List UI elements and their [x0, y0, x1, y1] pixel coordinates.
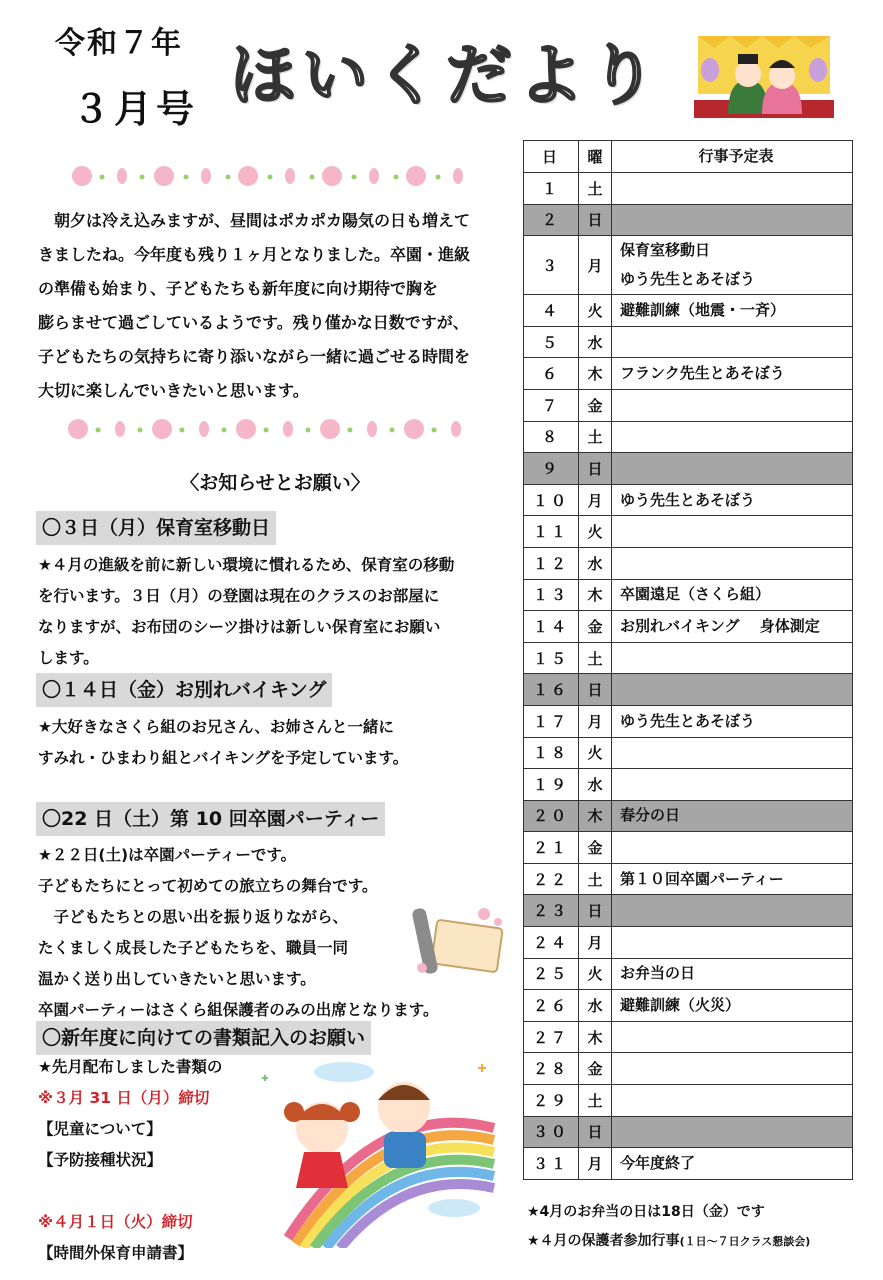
cell-event: 卒園遠足（さくら組）	[612, 579, 853, 611]
cell-weekday: 木	[579, 1021, 612, 1053]
cell-event	[612, 895, 853, 927]
table-row	[524, 516, 853, 548]
sakura-divider-top	[62, 163, 482, 189]
cell-day: ２７	[524, 1021, 579, 1053]
cell-day: １４	[524, 611, 579, 643]
cell-event	[612, 453, 853, 485]
cell-day: １６	[524, 674, 579, 706]
cell-day: １９	[524, 769, 579, 801]
cell-event	[612, 927, 853, 959]
cell-event: お別れバイキング 身体測定	[612, 611, 853, 643]
table-row	[524, 1116, 853, 1148]
cell-day: ５	[524, 326, 579, 358]
table-row	[524, 863, 853, 895]
cell-event: ゆう先生とあそぼう	[612, 484, 853, 516]
cell-day: ２１	[524, 832, 579, 864]
body-line: たくましく成長した子どもたちを、職員一同	[38, 939, 349, 957]
cell-weekday: 土	[579, 1085, 612, 1117]
table-row	[524, 1148, 853, 1180]
cell-weekday: 水	[579, 326, 612, 358]
table-row	[524, 484, 853, 516]
cell-weekday: 土	[579, 863, 612, 895]
cell-day: ８	[524, 421, 579, 453]
cell-day: ３１	[524, 1148, 579, 1180]
document-item: 【時間外保育申請書】	[38, 1244, 194, 1262]
schedule-header-row	[524, 141, 853, 173]
cell-weekday: 木	[579, 800, 612, 832]
cell-event: 避難訓練（地震・一斉）	[612, 295, 853, 327]
table-row	[524, 173, 853, 205]
document-item: 【児童について】	[38, 1120, 162, 1138]
event-line: 保育室移動日	[620, 241, 711, 260]
intro-line: 大切に楽しんでいきたいと思います。	[38, 381, 309, 400]
cell-event	[612, 389, 853, 421]
intro-line: の準備も始まり、子どもたちも新年度に向け期待で胸を	[38, 279, 439, 298]
cell-weekday: 日	[579, 1116, 612, 1148]
header-events: 行事予定表	[612, 141, 853, 173]
children-rainbow-illustration	[258, 1058, 498, 1248]
cell-weekday: 月	[579, 705, 612, 737]
cell-weekday: 火	[579, 958, 612, 990]
sakura-divider-bottom	[62, 416, 482, 442]
intro-paragraph	[38, 204, 508, 408]
table-row	[524, 958, 853, 990]
cell-weekday: 日	[579, 674, 612, 706]
cell-event: フランク先生とあそぼう	[612, 358, 853, 390]
event-line: ゆう先生とあそぼう	[620, 270, 756, 289]
cell-weekday: 月	[579, 484, 612, 516]
cell-day: ２４	[524, 927, 579, 959]
section-heading-graduation-party: 〇22 日（土）第 10 回卒園パーティー	[36, 802, 385, 836]
deadline-march-31: ※３月 31 日（月）締切	[38, 1089, 210, 1107]
cell-event	[612, 547, 853, 579]
table-row	[524, 927, 853, 959]
cell-event	[612, 1053, 853, 1085]
body-line: ★先月配布しました書類の	[38, 1058, 223, 1076]
table-row	[524, 769, 853, 801]
cell-weekday: 水	[579, 769, 612, 801]
cell-day: ３０	[524, 1116, 579, 1148]
cell-event: 春分の日	[612, 800, 853, 832]
cell-event	[612, 516, 853, 548]
cell-weekday: 月	[579, 1148, 612, 1180]
table-row	[524, 737, 853, 769]
cell-event	[612, 326, 853, 358]
cell-day: ６	[524, 358, 579, 390]
schedule-table	[523, 140, 853, 1180]
document-item: 【予防接種状況】	[38, 1151, 163, 1169]
cell-weekday: 土	[579, 173, 612, 205]
section-heading-room-move: 〇３日（月）保育室移動日	[36, 511, 276, 545]
era-label: 令和７年	[55, 26, 183, 61]
table-row	[524, 895, 853, 927]
cell-day: ４	[524, 295, 579, 327]
cell-day: ２２	[524, 863, 579, 895]
table-row	[524, 800, 853, 832]
intro-line: きましたね。今年度も残り１ヶ月となりました。卒園・進級	[38, 245, 471, 264]
cell-event	[612, 1085, 853, 1117]
hina-dolls-icon	[694, 34, 834, 120]
table-row	[524, 421, 853, 453]
cell-weekday: 水	[579, 990, 612, 1022]
cell-day: １７	[524, 705, 579, 737]
cell-day: １０	[524, 484, 579, 516]
table-row	[524, 832, 853, 864]
cell-day: ７	[524, 389, 579, 421]
body-line: ★大好きなさくら組のお兄さん、お姉さんと一緒に	[38, 718, 394, 736]
cell-weekday: 火	[579, 737, 612, 769]
section-heading-buffet: 〇１４日（金）お別れバイキング	[36, 673, 332, 707]
cell-weekday: 水	[579, 547, 612, 579]
cell-day: ２５	[524, 958, 579, 990]
cell-weekday: 金	[579, 1053, 612, 1085]
cell-event	[612, 642, 853, 674]
cell-day: １	[524, 173, 579, 205]
cell-event	[612, 1116, 853, 1148]
cell-day: ２	[524, 204, 579, 236]
body-line: ★４月の進級を前に新しい環境に慣れるため、保育室の移動	[38, 556, 455, 574]
table-row	[524, 1053, 853, 1085]
body-line: 温かく送り出していきたいと思います。	[38, 970, 316, 988]
cell-weekday: 火	[579, 295, 612, 327]
cell-weekday: 金	[579, 832, 612, 864]
header-weekday: 曜	[579, 141, 612, 173]
table-row	[524, 358, 853, 390]
table-row	[524, 642, 853, 674]
cell-weekday: 木	[579, 579, 612, 611]
body-line: ★２２日(土)は卒園パーティーです。	[38, 846, 297, 864]
cell-event: ゆう先生とあそぼう	[612, 705, 853, 737]
cell-day: ９	[524, 453, 579, 485]
cell-weekday: 土	[579, 642, 612, 674]
cell-weekday: 月	[579, 236, 612, 295]
parent-event-text: ★４月の保護者参加行事	[527, 1233, 680, 1249]
body-line: を行います。３日（月）の登園は現在のクラスのお部屋に	[38, 587, 440, 605]
issue-label: ３月号	[72, 87, 199, 131]
table-row	[524, 1085, 853, 1117]
diploma-scroll-icon	[412, 906, 504, 978]
table-row	[524, 547, 853, 579]
intro-line: 子どもたちの気持ちに寄り添いながら一緒に過ごせる時間を	[38, 347, 471, 366]
table-row	[524, 705, 853, 737]
cell-weekday: 木	[579, 358, 612, 390]
body-line: 子どもたちとの思い出を振り返りながら、	[38, 908, 349, 926]
cell-event: 今年度終了	[612, 1148, 853, 1180]
cell-day: １８	[524, 737, 579, 769]
cell-weekday: 火	[579, 516, 612, 548]
table-row	[524, 579, 853, 611]
table-row	[524, 326, 853, 358]
cell-day: １２	[524, 547, 579, 579]
cell-event: お弁当の日	[612, 958, 853, 990]
body-line: なりますが、お布団のシーツ掛けは新しい保育室にお願い	[38, 618, 441, 636]
cell-event: 避難訓練（火災）	[612, 990, 853, 1022]
notice-title: 〈お知らせとお願い〉	[180, 472, 370, 494]
cell-weekday: 月	[579, 927, 612, 959]
cell-event	[612, 236, 853, 295]
section-body-room-move	[38, 550, 510, 674]
body-line: すみれ・ひまわり組とバイキングを予定しています。	[38, 749, 409, 767]
cell-day: ２８	[524, 1053, 579, 1085]
cell-day: ２９	[524, 1085, 579, 1117]
cell-event	[612, 173, 853, 205]
cell-weekday: 金	[579, 389, 612, 421]
cell-event: 第１０回卒園パーティー	[612, 863, 853, 895]
intro-line: 膨らませて過ごしているようです。残り僅かな日数ですが、	[38, 313, 469, 332]
cell-day: １１	[524, 516, 579, 548]
newsletter-title: ほいくだより	[230, 37, 662, 114]
table-row	[524, 674, 853, 706]
deadline-april-1: ※４月１日（火）締切	[38, 1213, 193, 1231]
cell-day: １３	[524, 579, 579, 611]
table-row	[524, 611, 853, 643]
intro-line: 朝夕は冷え込みますが、昼間はポカポカ陽気の日も増えて	[38, 211, 471, 230]
cell-event	[612, 769, 853, 801]
cell-event	[612, 737, 853, 769]
body-line: 卒園パーティーはさくら組保護者のみの出席となります。	[38, 1001, 439, 1019]
cell-day: ２３	[524, 895, 579, 927]
header-day: 日	[524, 141, 579, 173]
cell-day: １５	[524, 642, 579, 674]
spacer	[38, 1176, 268, 1207]
bento-day-note: ★4月のお弁当の日は18日（金）です	[527, 1204, 765, 1220]
table-row	[524, 1021, 853, 1053]
table-row	[524, 236, 853, 295]
cell-day: ２０	[524, 800, 579, 832]
section-body-documents	[38, 1052, 268, 1269]
cell-event	[612, 1021, 853, 1053]
table-row	[524, 295, 853, 327]
cell-event	[612, 204, 853, 236]
cell-event	[612, 674, 853, 706]
section-body-buffet	[38, 712, 510, 774]
parent-event-note	[527, 1230, 810, 1250]
cell-weekday: 土	[579, 421, 612, 453]
table-row	[524, 389, 853, 421]
cell-weekday: 日	[579, 895, 612, 927]
table-row	[524, 990, 853, 1022]
cell-event	[612, 832, 853, 864]
cell-weekday: 日	[579, 453, 612, 485]
section-heading-documents: 〇新年度に向けての書類記入のお願い	[36, 1021, 371, 1055]
cell-day: ３	[524, 236, 579, 295]
table-row	[524, 453, 853, 485]
cell-event	[612, 421, 853, 453]
parent-event-detail: (１日～７日クラス懇談会)	[679, 1235, 811, 1248]
body-line: 子どもたちにとって初めての旅立ちの舞台です。	[38, 877, 378, 895]
cell-weekday: 金	[579, 611, 612, 643]
table-row	[524, 204, 853, 236]
cell-weekday: 日	[579, 204, 612, 236]
cell-day: ２６	[524, 990, 579, 1022]
body-line: します。	[38, 649, 99, 667]
